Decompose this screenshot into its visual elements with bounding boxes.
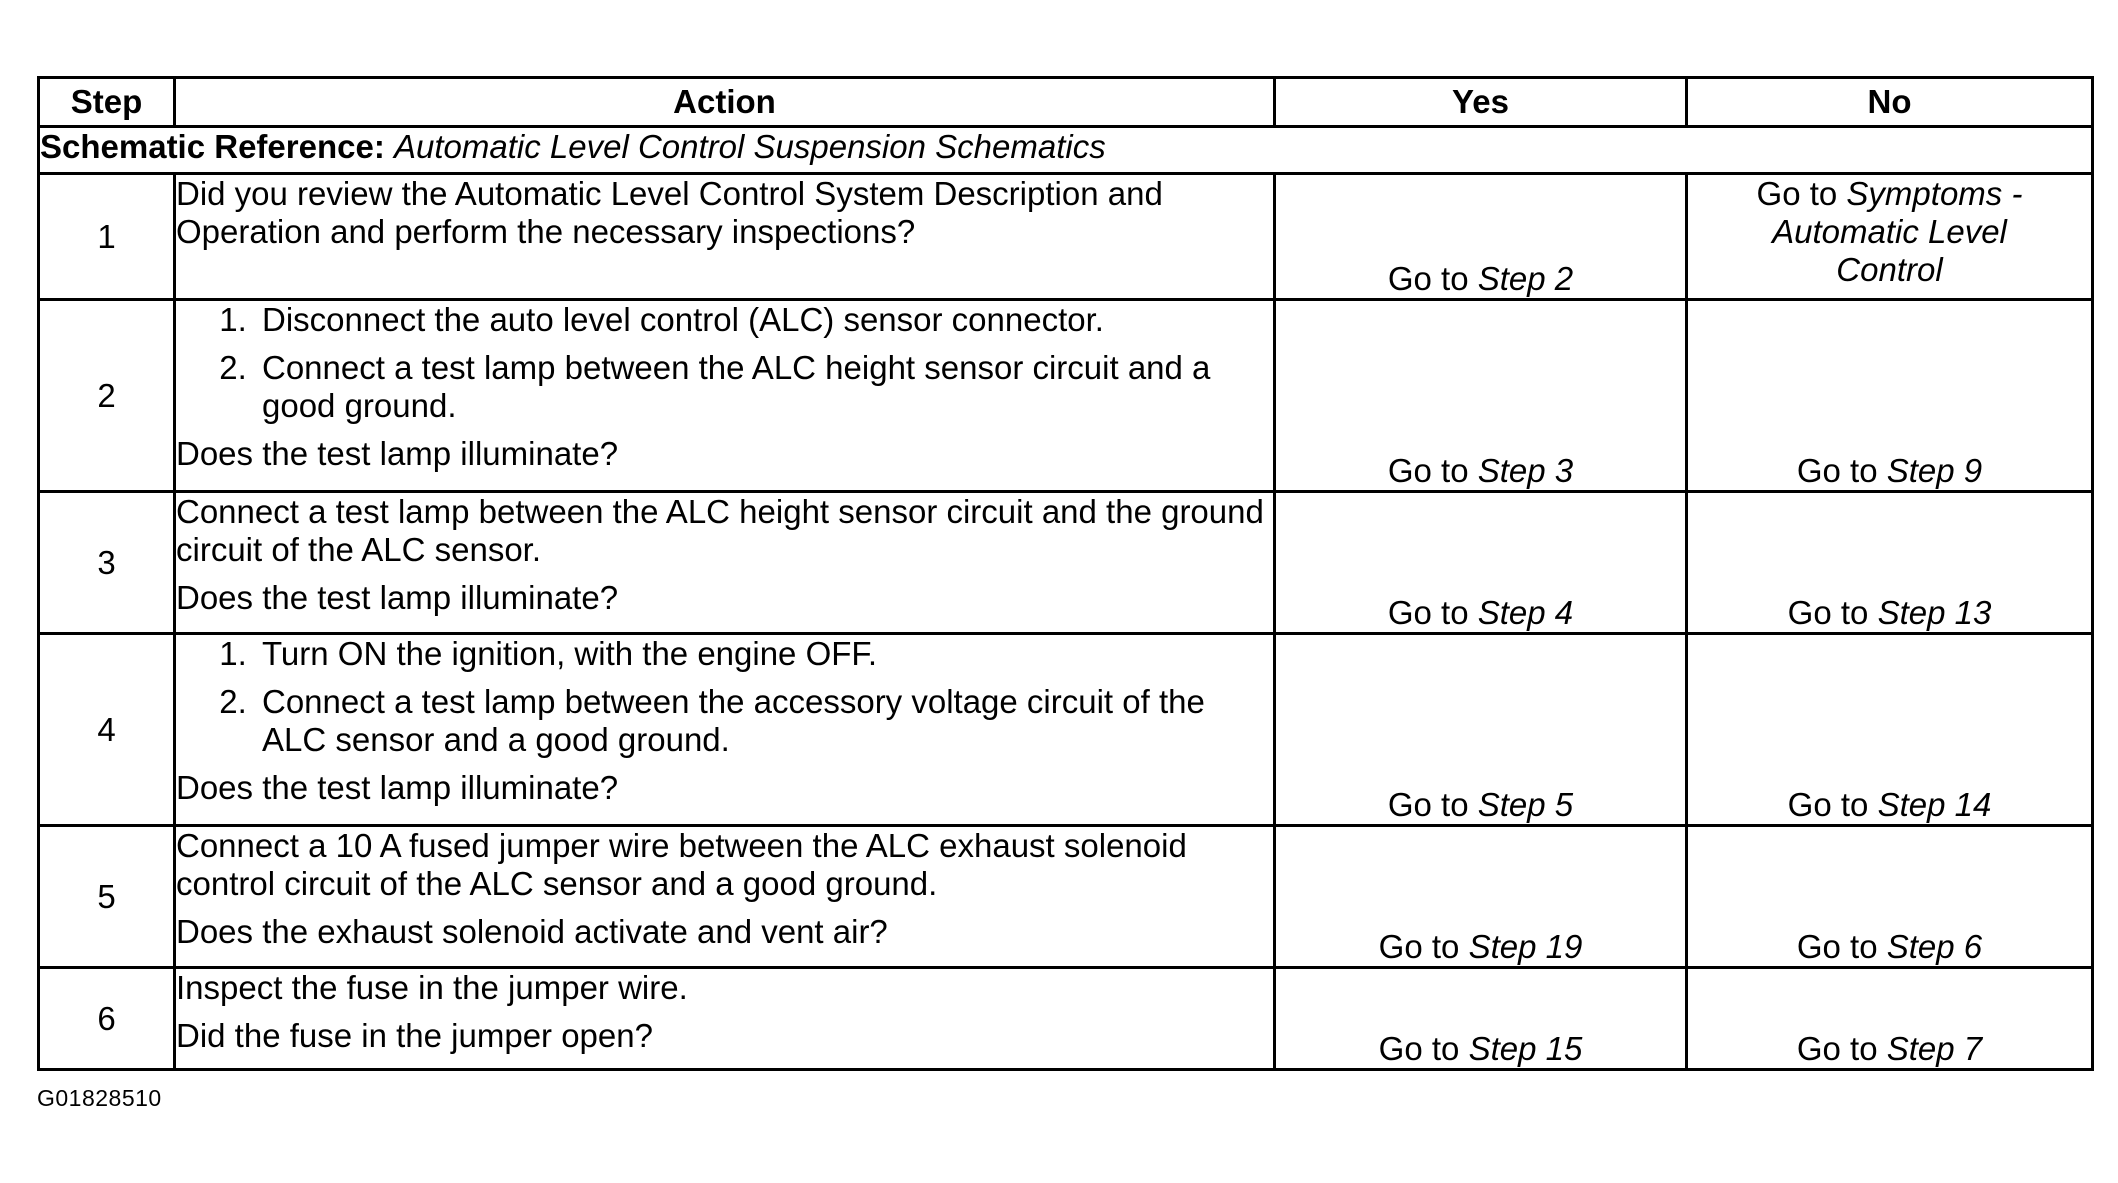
table-row bbox=[39, 826, 2093, 968]
action-cell bbox=[175, 634, 1275, 826]
no-step-link[interactable]: Step 9 bbox=[1886, 452, 1983, 489]
yes-cell bbox=[1275, 174, 1687, 300]
figure-id: G01828510 bbox=[37, 1085, 162, 1111]
action-list-item: 2. Connect a test lamp between the accessory voltage circuit of the ALC sensor and a good ground. bbox=[256, 683, 1273, 759]
step-number: 5 bbox=[39, 826, 175, 968]
action-cell bbox=[175, 826, 1275, 968]
table-row bbox=[39, 174, 2093, 300]
action-text: Inspect the fuse in the jumper wire. bbox=[176, 969, 688, 1006]
header-step: Step bbox=[39, 78, 175, 127]
schematic-reference bbox=[39, 127, 2093, 174]
action-question: Does the exhaust solenoid activate and vent air? bbox=[176, 913, 888, 950]
no-cell bbox=[1687, 300, 2093, 492]
table-row bbox=[39, 634, 2093, 826]
action-text: Connect a test lamp between the ALC height sensor circuit and the ground circuit of the ALC sensor. bbox=[176, 493, 1264, 568]
schematic-reference-link[interactable]: Automatic Level Control Suspension Schematics bbox=[394, 128, 1106, 165]
no-step-link[interactable]: Symptoms - Automatic Level Control bbox=[1772, 175, 2023, 288]
no-cell bbox=[1687, 826, 2093, 968]
action-question: Does the test lamp illuminate? bbox=[176, 435, 619, 472]
yes-cell bbox=[1275, 634, 1687, 826]
action-list bbox=[176, 301, 1273, 425]
yes-cell bbox=[1275, 826, 1687, 968]
no-prefix: Go to bbox=[1756, 175, 1847, 212]
step-number: 3 bbox=[39, 492, 175, 634]
no-cell bbox=[1687, 174, 2093, 300]
yes-prefix: Go to bbox=[1387, 786, 1478, 823]
no-prefix: Go to bbox=[1796, 452, 1887, 489]
yes-cell bbox=[1275, 492, 1687, 634]
yes-step-link[interactable]: Step 15 bbox=[1468, 1030, 1583, 1067]
header-row bbox=[39, 78, 2093, 127]
no-prefix: Go to bbox=[1787, 786, 1878, 823]
no-step-link[interactable]: Step 6 bbox=[1886, 928, 1983, 965]
yes-step-link[interactable]: Step 4 bbox=[1477, 594, 1574, 631]
no-cell bbox=[1687, 634, 2093, 826]
no-step-link[interactable]: Step 7 bbox=[1886, 1030, 1983, 1067]
schematic-reference-row bbox=[39, 127, 2093, 174]
header-action: Action bbox=[175, 78, 1275, 127]
no-cell bbox=[1687, 492, 2093, 634]
action-cell bbox=[175, 968, 1275, 1070]
action-list-item: 1. Turn ON the ignition, with the engine OFF. bbox=[256, 635, 1273, 673]
yes-prefix: Go to bbox=[1387, 594, 1478, 631]
no-prefix: Go to bbox=[1796, 1030, 1887, 1067]
action-text: Connect a 10 A fused jumper wire between the ALC exhaust solenoid control circuit of the ALC sensor and a good ground. bbox=[176, 827, 1187, 902]
no-prefix: Go to bbox=[1796, 928, 1887, 965]
action-list-item: 2. Connect a test lamp between the ALC height sensor circuit and a good ground. bbox=[256, 349, 1273, 425]
action-question: Did the fuse in the jumper open? bbox=[176, 1017, 653, 1054]
action-list-item: 1. Disconnect the auto level control (ALC) sensor connector. bbox=[256, 301, 1273, 339]
action-text: Did you review the Automatic Level Control System Description and Operation and perform the necessary inspections? bbox=[176, 175, 1163, 250]
yes-prefix: Go to bbox=[1387, 260, 1478, 297]
action-cell bbox=[175, 492, 1275, 634]
table-row bbox=[39, 968, 2093, 1070]
yes-prefix: Go to bbox=[1378, 1030, 1469, 1067]
action-cell bbox=[175, 300, 1275, 492]
no-step-link[interactable]: Step 13 bbox=[1877, 594, 1992, 631]
action-cell bbox=[175, 174, 1275, 300]
schematic-reference-label: Schematic Reference: bbox=[40, 128, 385, 165]
yes-prefix: Go to bbox=[1387, 452, 1478, 489]
yes-step-link[interactable]: Step 3 bbox=[1477, 452, 1574, 489]
action-question: Does the test lamp illuminate? bbox=[176, 579, 619, 616]
header-no: No bbox=[1687, 78, 2093, 127]
no-cell bbox=[1687, 968, 2093, 1070]
yes-cell bbox=[1275, 968, 1687, 1070]
diagnostic-table-container bbox=[37, 76, 2091, 1071]
step-number: 2 bbox=[39, 300, 175, 492]
yes-step-link[interactable]: Step 2 bbox=[1477, 260, 1574, 297]
step-number: 4 bbox=[39, 634, 175, 826]
table-row bbox=[39, 492, 2093, 634]
table-row bbox=[39, 300, 2093, 492]
yes-prefix: Go to bbox=[1378, 928, 1469, 965]
no-prefix: Go to bbox=[1787, 594, 1878, 631]
no-step-link[interactable]: Step 14 bbox=[1877, 786, 1992, 823]
step-number: 6 bbox=[39, 968, 175, 1070]
action-list bbox=[176, 635, 1273, 759]
yes-step-link[interactable]: Step 5 bbox=[1477, 786, 1574, 823]
yes-step-link[interactable]: Step 19 bbox=[1468, 928, 1583, 965]
header-yes: Yes bbox=[1275, 78, 1687, 127]
diagnostic-table bbox=[37, 76, 2094, 1071]
action-question: Does the test lamp illuminate? bbox=[176, 769, 619, 806]
step-number: 1 bbox=[39, 174, 175, 300]
yes-cell bbox=[1275, 300, 1687, 492]
